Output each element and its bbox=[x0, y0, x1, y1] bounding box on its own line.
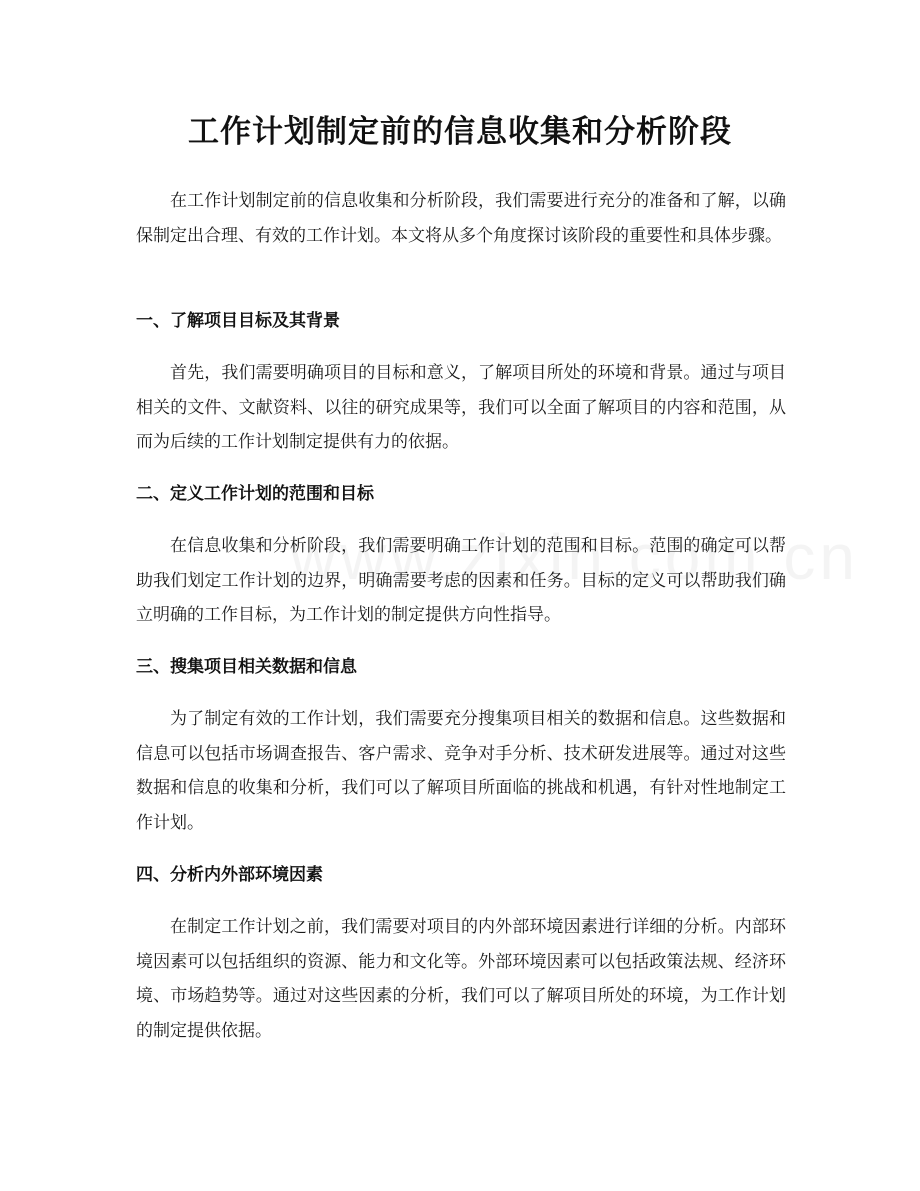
section-3-heading: 三、搜集项目相关数据和信息 bbox=[136, 657, 357, 677]
intro-paragraph: 在工作计划制定前的信息收集和分析阶段，我们需要进行充分的准备和了解，以确保制定出合理、有效的工作计划。本文将从多个角度探讨该阶段的重要性和具体步骤。 bbox=[136, 191, 786, 246]
section-2-heading: 二、定义工作计划的范围和目标 bbox=[136, 484, 374, 504]
section-2-body: 在信息收集和分析阶段，我们需要明确工作计划的范围和目标。范围的确定可以帮助我们划定工作计划的边界，明确需要考虑的因素和任务。目标的定义可以帮助我们确立明确的工作目标，为工作计划的制定提供方向性指导。 bbox=[136, 536, 786, 625]
section-3-body: 为了制定有效的工作计划，我们需要充分搜集项目相关的数据和信息。这些数据和信息可以包括市场调查报告、客户需求、竞争对手分析、技术研发进展等。通过对这些数据和信息的收集和分析，我们可以了解项目所面临的挑战和机遇，有针对性地制定工作计划。 bbox=[136, 709, 786, 833]
page-title: 工作计划制定前的信息收集和分析阶段 bbox=[188, 114, 732, 150]
section-1-body: 首先，我们需要明确项目的目标和意义，了解项目所处的环境和背景。通过与项目相关的文件、文献资料、以往的研究成果等，我们可以全面了解项目的内容和范围，从而为后续的工作计划制定提供有力的依据。 bbox=[136, 363, 786, 452]
section-1-heading: 一、了解项目目标及其背景 bbox=[136, 311, 340, 331]
section-4-body: 在制定工作计划之前，我们需要对项目的内外部环境因素进行详细的分析。内部环境因素可以包括组织的资源、能力和文化等。外部环境因素可以包括政策法规、经济环境、市场趋势等。通过对这些因素的分析，我们可以了解项目所处的环境，为工作计划的制定提供依据。 bbox=[136, 917, 786, 1041]
section-4-heading: 四、分析内外部环境因素 bbox=[136, 865, 323, 885]
